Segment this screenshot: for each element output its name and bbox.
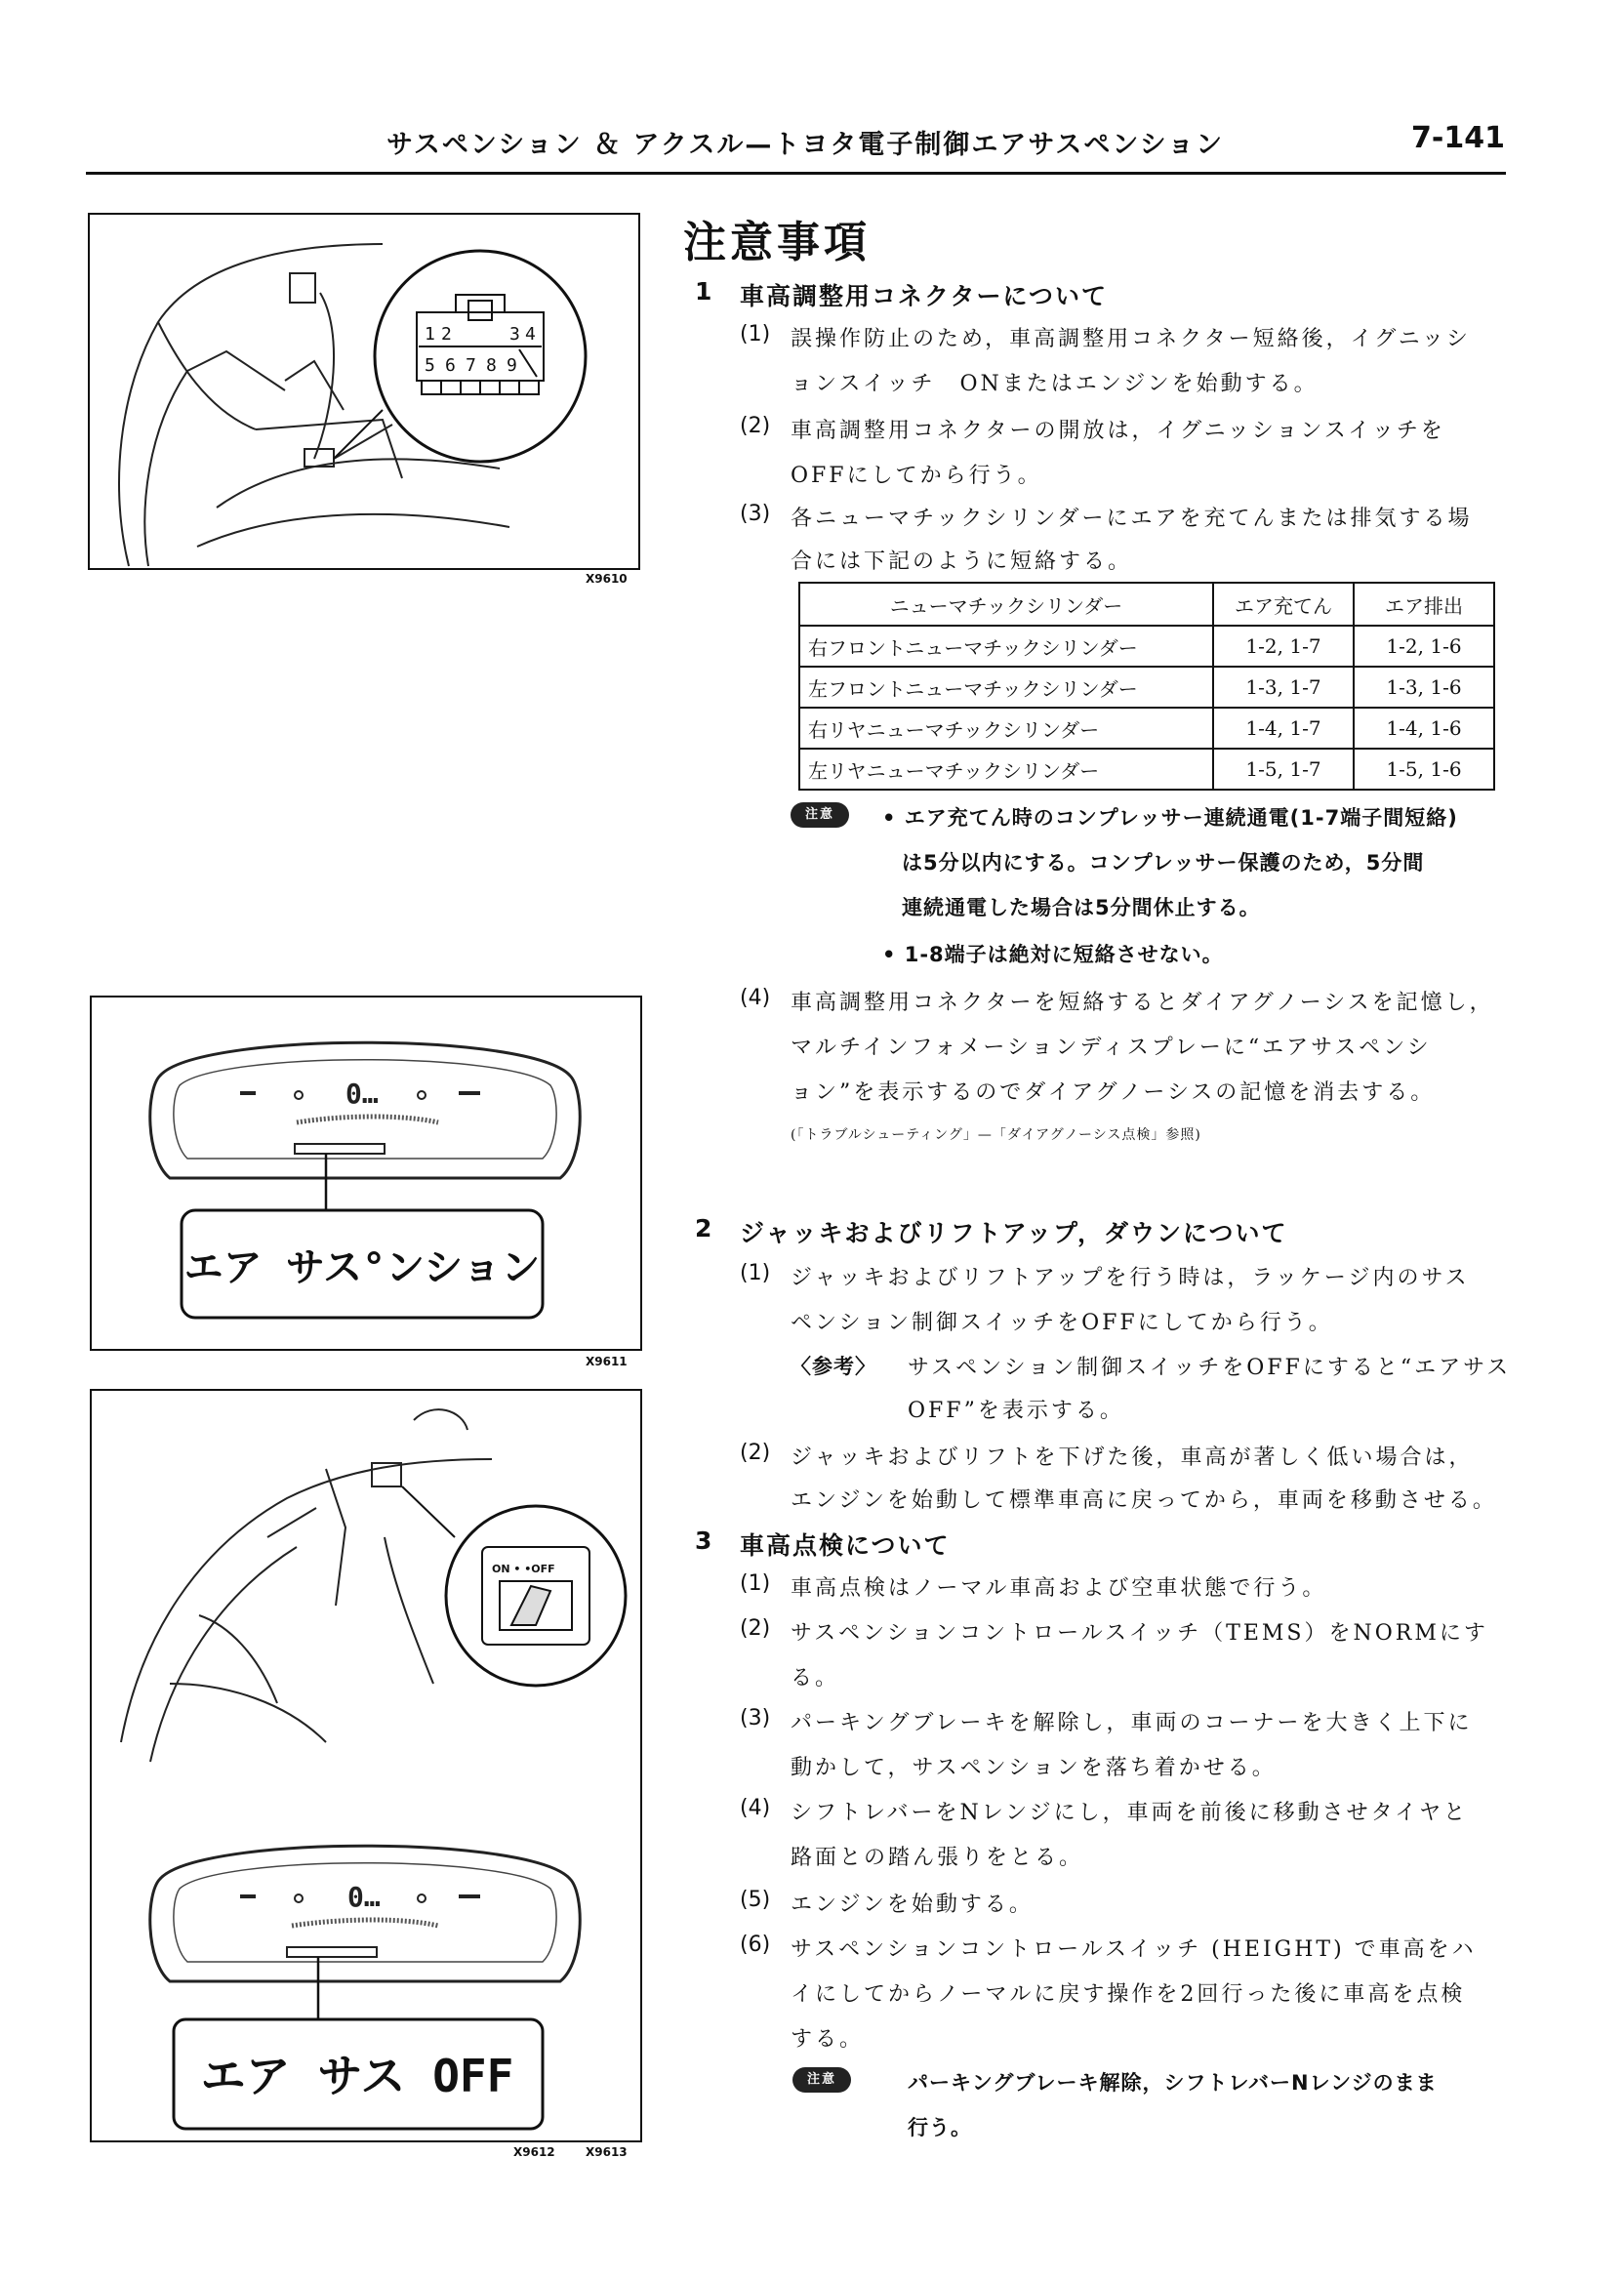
item-3-2-line1: サスペンションコントロールスイッチ（TEMS）をNORMにす bbox=[791, 1621, 1488, 1646]
item-2-1-line2: ペンション制御スイッチをOFFにしてから行う。 bbox=[791, 1311, 1333, 1335]
item-1-1-line2: ョンスイッチ ONまたはエンジンを始動する。 bbox=[791, 372, 1319, 396]
trunk-switch-drawing bbox=[92, 1391, 640, 2140]
caution-badge: 注意 bbox=[791, 802, 849, 828]
item-3-3-line2: 動かして，サスペンションを落ち着かせる。 bbox=[791, 1756, 1277, 1780]
table-cell: 1-5, 1-7 bbox=[1213, 749, 1354, 790]
heading-2-number: 2 bbox=[695, 1214, 714, 1242]
table-cell: 1-4, 1-6 bbox=[1354, 708, 1494, 749]
item-3-5-number: (5) bbox=[740, 1888, 771, 1912]
page-number: 7-141 bbox=[1411, 121, 1505, 155]
item-1-3-number: (3) bbox=[740, 502, 771, 526]
item-3-2-number: (2) bbox=[740, 1616, 771, 1641]
cylinder-table bbox=[798, 582, 1495, 791]
item-1-4-number: (4) bbox=[740, 986, 771, 1010]
figure-code-x9610: X9610 bbox=[586, 572, 628, 586]
connector-pin-8: 8 bbox=[486, 355, 497, 376]
header-title: サスペンション ＆ アクスル—トヨタ電子制御エアサスペンション bbox=[386, 130, 1225, 160]
connector-pin-3: 3 bbox=[509, 324, 520, 345]
item-1-4-line2: マルチインフォメーションディスプレーに“エアサスペンシ bbox=[791, 1036, 1432, 1060]
figure-trunk-connector bbox=[88, 213, 640, 570]
item-1-4-reference: (「トラブルシューティング」—「ダイアグノーシス点検」参照) bbox=[791, 1127, 1201, 1143]
heading-3-title: 車高点検について bbox=[740, 1531, 951, 1560]
table-header-cell: エア排出 bbox=[1354, 583, 1494, 626]
table-row bbox=[799, 626, 1494, 667]
figure-code-x9613: X9613 bbox=[586, 2145, 628, 2159]
gauge-readout-lower: 0… bbox=[347, 1881, 381, 1913]
table-cell: 1-5, 1-6 bbox=[1354, 749, 1494, 790]
item-2-1-line1: ジャッキおよびリフトアップを行う時は，ラッケージ内のサス bbox=[791, 1266, 1470, 1290]
item-1-3-line1: 各ニューマチックシリンダーにエアを充てんまたは排気する場 bbox=[791, 507, 1473, 531]
table-row bbox=[799, 749, 1494, 790]
item-2-1-ref-line1: サスペンション制御スイッチをOFFにすると“エアサス bbox=[908, 1356, 1512, 1380]
item-2-1-ref-line2: OFF”を表示する。 bbox=[908, 1399, 1124, 1423]
header-rule bbox=[86, 172, 1506, 175]
switch-label-on-off: ON • •OFF bbox=[492, 1563, 555, 1575]
table-header-cell: エア充てん bbox=[1213, 583, 1354, 626]
table-cell: 右フロントニューマチックシリンダー bbox=[799, 626, 1213, 667]
note-1-line1: • エア充てん時のコンプレッサー連続通電(1-7端子間短絡) bbox=[882, 806, 1458, 830]
table-cell: 1-3, 1-7 bbox=[1213, 667, 1354, 708]
meter-display-drawing bbox=[92, 998, 640, 1349]
item-3-6-line2: イにしてからノーマルに戻す操作を2回行った後に車高を点検 bbox=[791, 1982, 1466, 2007]
item-3-1-line1: 車高点検はノーマル車高および空車状態で行う。 bbox=[791, 1576, 1327, 1601]
item-2-2-number: (2) bbox=[740, 1441, 771, 1465]
reference-label: 〈参考〉 bbox=[791, 1355, 876, 1378]
item-2-1-number: (1) bbox=[740, 1261, 771, 1285]
heading-3-number: 3 bbox=[695, 1527, 714, 1555]
item-3-4-line2: 路面との踏ん張りをとる。 bbox=[791, 1846, 1084, 1870]
table-header-row bbox=[799, 583, 1494, 626]
table-cell: 右リヤニューマチックシリンダー bbox=[799, 708, 1213, 749]
item-2-2-line2: エンジンを始動して標準車高に戻ってから，車両を移動させる。 bbox=[791, 1488, 1497, 1513]
connector-pin-2: 2 bbox=[441, 324, 452, 345]
table-row bbox=[799, 667, 1494, 708]
table-cell: 左フロントニューマチックシリンダー bbox=[799, 667, 1213, 708]
note-1-line2: は5分以内にする。コンプレッサー保護のため，5分間 bbox=[902, 851, 1425, 875]
trunk-connector-drawing bbox=[90, 215, 638, 568]
display-text-air-suspension: エア サス°ンション bbox=[183, 1245, 541, 1290]
item-1-1-line1: 誤操作防止のため，車高調整用コネクター短絡後，イグニッシ bbox=[791, 327, 1471, 351]
note-2-line2: 行う。 bbox=[908, 2116, 972, 2139]
note-1-line4: • 1-8端子は絶対に短絡させない。 bbox=[882, 943, 1224, 966]
item-3-6-line3: する。 bbox=[791, 2027, 865, 2052]
item-1-2-line1: 車高調整用コネクターの開放は，イグニッションスイッチを bbox=[791, 419, 1445, 443]
gauge-readout: 0… bbox=[345, 1078, 379, 1110]
item-3-1-number: (1) bbox=[740, 1571, 771, 1596]
connector-pin-9: 9 bbox=[507, 355, 517, 376]
connector-pin-1: 1 bbox=[425, 324, 435, 345]
table-row bbox=[799, 708, 1494, 749]
caution-badge: 注意 bbox=[792, 2067, 851, 2093]
heading-2-title: ジャッキおよびリフトアップ，ダウンについて bbox=[740, 1219, 1288, 1247]
item-2-2-line1: ジャッキおよびリフトを下げた後，車高が著しく低い場合は， bbox=[791, 1445, 1474, 1470]
item-1-3-line2: 合には下記のように短絡する。 bbox=[791, 550, 1133, 574]
item-1-2-number: (2) bbox=[740, 414, 771, 438]
item-3-4-number: (4) bbox=[740, 1796, 771, 1820]
connector-pin-5: 5 bbox=[425, 355, 435, 376]
table-cell: 1-2, 1-7 bbox=[1213, 626, 1354, 667]
table-header-cell: ニューマチックシリンダー bbox=[799, 583, 1213, 626]
table-cell: 1-3, 1-6 bbox=[1354, 667, 1494, 708]
note-2-line1: パーキングブレーキ解除，シフトレバーNレンジのまま bbox=[908, 2071, 1438, 2095]
item-3-3-number: (3) bbox=[740, 1706, 771, 1730]
connector-pin-4: 4 bbox=[525, 324, 536, 345]
item-1-4-line1: 車高調整用コネクターを短絡するとダイアグノーシスを記憶し， bbox=[791, 991, 1494, 1015]
item-3-6-number: (6) bbox=[740, 1933, 771, 1957]
display-text-air-sus-off: エア サス OFF bbox=[200, 2050, 514, 2102]
table-cell: 1-4, 1-7 bbox=[1213, 708, 1354, 749]
item-3-5-line1: エンジンを始動する。 bbox=[791, 1893, 1034, 1917]
item-3-2-line2: る。 bbox=[791, 1666, 840, 1690]
figure-code-x9611: X9611 bbox=[586, 1355, 628, 1368]
note-1-line3: 連続通電した場合は5分間休止する。 bbox=[902, 896, 1261, 919]
figure-display-air-suspension bbox=[90, 996, 642, 1351]
heading-1-number: 1 bbox=[695, 277, 714, 305]
item-1-2-line2: OFFにしてから行う。 bbox=[791, 464, 1042, 488]
table-cell: 1-2, 1-6 bbox=[1354, 626, 1494, 667]
figure-code-x9612: X9612 bbox=[513, 2145, 555, 2159]
item-3-4-line1: シフトレバーをNレンジにし，車両を前後に移動させタイヤと bbox=[791, 1801, 1469, 1825]
item-1-1-number: (1) bbox=[740, 322, 771, 346]
connector-pin-6: 6 bbox=[445, 355, 456, 376]
figure-trunk-switch-display bbox=[90, 1389, 642, 2142]
section-title: 注意事項 bbox=[683, 218, 871, 267]
connector-pin-7: 7 bbox=[466, 355, 476, 376]
item-1-4-line3: ョン”を表示するのでダイアグノーシスの記憶を消去する。 bbox=[791, 1080, 1436, 1105]
item-3-6-line1: サスペンションコントロールスイッチ (HEIGHT) で車高をハ bbox=[791, 1937, 1477, 1962]
table-cell: 左リヤニューマチックシリンダー bbox=[799, 749, 1213, 790]
item-3-3-line1: パーキングブレーキを解除し，車両のコーナーを大きく上下に bbox=[791, 1711, 1473, 1735]
heading-1-title: 車高調整用コネクターについて bbox=[740, 282, 1109, 310]
